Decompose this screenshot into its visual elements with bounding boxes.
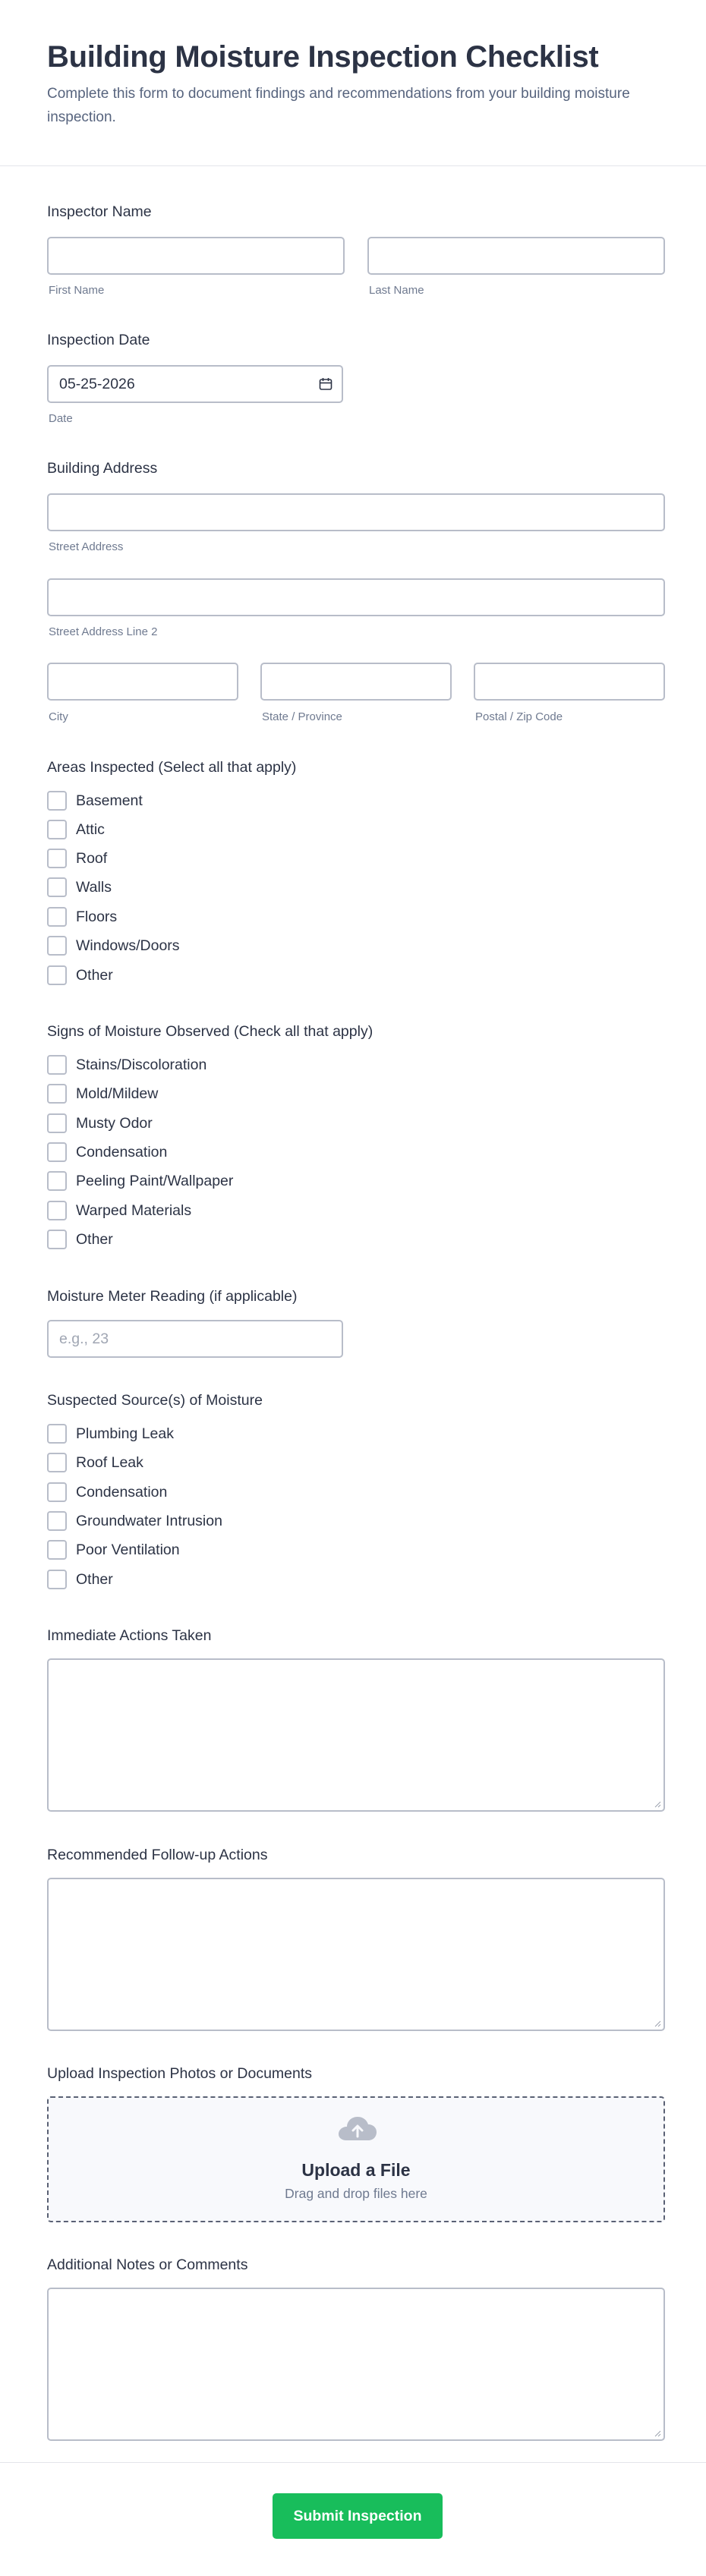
inspection-date-label: Inspection Date [47, 332, 150, 348]
checkbox-box[interactable] [47, 820, 67, 839]
inspection-date-value: 05-25-2026 [59, 376, 135, 392]
checkbox-areas-other[interactable] [47, 965, 113, 985]
street-address-line2-input[interactable] [47, 578, 665, 616]
upload-title: Upload a File [301, 2160, 411, 2180]
checkbox-basement[interactable] [47, 791, 143, 811]
checkbox-box[interactable] [47, 1540, 67, 1560]
recommended-actions-label: Recommended Follow-up Actions [47, 1847, 268, 1863]
calendar-icon[interactable] [319, 377, 333, 391]
checkbox-box[interactable] [47, 936, 67, 956]
city-sublabel: City [49, 710, 68, 723]
street-address-input[interactable] [47, 493, 665, 531]
checkbox-roof-leak[interactable] [47, 1453, 143, 1472]
street-address-sublabel: Street Address [49, 540, 124, 553]
checkbox-mold[interactable] [47, 1084, 158, 1104]
state-input[interactable] [260, 663, 452, 701]
checkbox-label: Roof Leak [76, 1453, 143, 1471]
building-address-label: Building Address [47, 460, 158, 477]
checkbox-label: Musty Odor [76, 1114, 153, 1132]
checkbox-box[interactable] [47, 1084, 67, 1104]
checkbox-label: Stains/Discoloration [76, 1056, 207, 1073]
checkbox-groundwater[interactable] [47, 1511, 222, 1531]
resize-handle-icon[interactable] [654, 2020, 661, 2027]
checkbox-warped-materials[interactable] [47, 1201, 191, 1220]
notes-textarea[interactable] [47, 2288, 665, 2441]
zip-sublabel: Postal / Zip Code [475, 710, 563, 723]
form-header [0, 0, 706, 166]
checkbox-box[interactable] [47, 1424, 67, 1444]
resize-handle-icon[interactable] [654, 2430, 661, 2437]
checkbox-box[interactable] [47, 791, 67, 811]
checkbox-plumbing-leak[interactable] [47, 1424, 174, 1444]
upload-subtitle: Drag and drop files here [285, 2186, 427, 2201]
checkbox-condensation-source[interactable] [47, 1482, 167, 1502]
checkbox-walls[interactable] [47, 877, 112, 897]
checkbox-box[interactable] [47, 1230, 67, 1249]
moisture-meter-label: Moisture Meter Reading (if applicable) [47, 1288, 298, 1305]
checkbox-windows-doors[interactable] [47, 936, 180, 956]
street-address-line2-sublabel: Street Address Line 2 [49, 625, 158, 638]
checkbox-box[interactable] [47, 1201, 67, 1220]
checkbox-box[interactable] [47, 1511, 67, 1531]
form-title: Building Moisture Inspection Checklist [47, 40, 599, 74]
inspection-date-input[interactable] [47, 365, 343, 403]
file-upload-dropzone[interactable] [47, 2096, 665, 2222]
inspector-name-label: Inspector Name [47, 203, 152, 220]
checkbox-signs-other[interactable] [47, 1230, 113, 1249]
immediate-actions-label: Immediate Actions Taken [47, 1627, 212, 1644]
checkbox-box[interactable] [47, 1453, 67, 1472]
inspection-date-sublabel: Date [49, 412, 73, 425]
state-sublabel: State / Province [262, 710, 342, 723]
checkbox-label: Attic [76, 820, 105, 838]
first-name-sublabel: First Name [49, 284, 105, 297]
checkbox-box[interactable] [47, 849, 67, 868]
checkbox-label: Warped Materials [76, 1201, 192, 1219]
resize-handle-icon[interactable] [654, 1800, 661, 1808]
signs-of-moisture-label: Signs of Moisture Observed (Check all that apply) [47, 1023, 373, 1040]
checkbox-roof[interactable] [47, 849, 107, 868]
checkbox-label: Condensation [76, 1483, 168, 1501]
checkbox-stains[interactable] [47, 1055, 206, 1075]
moisture-meter-input[interactable] [47, 1320, 343, 1358]
moisture-meter-placeholder: e.g., 23 [59, 1331, 109, 1347]
checkbox-box[interactable] [47, 965, 67, 985]
checkbox-box[interactable] [47, 1113, 67, 1133]
checkbox-label: Basement [76, 792, 143, 809]
checkbox-poor-ventilation[interactable] [47, 1540, 180, 1560]
notes-label: Additional Notes or Comments [47, 2256, 248, 2273]
checkbox-box[interactable] [47, 1055, 67, 1075]
checkbox-label: Poor Ventilation [76, 1541, 180, 1558]
checkbox-label: Floors [76, 908, 118, 925]
checkbox-box[interactable] [47, 1570, 67, 1589]
checkbox-condensation-sign[interactable] [47, 1142, 167, 1162]
suspected-sources-label: Suspected Source(s) of Moisture [47, 1392, 263, 1409]
zip-input[interactable] [474, 663, 665, 701]
checkbox-label: Roof [76, 849, 108, 867]
cloud-upload-icon [338, 2116, 377, 2143]
checkbox-peeling-paint[interactable] [47, 1171, 233, 1191]
checkbox-musty-odor[interactable] [47, 1113, 153, 1133]
checkbox-sources-other[interactable] [47, 1570, 113, 1589]
checkbox-label: Mold/Mildew [76, 1085, 159, 1102]
checkbox-box[interactable] [47, 877, 67, 897]
last-name-input[interactable] [367, 237, 665, 275]
checkbox-label: Walls [76, 878, 112, 896]
checkbox-label: Condensation [76, 1143, 168, 1160]
checkbox-box[interactable] [47, 907, 67, 927]
checkbox-box[interactable] [47, 1142, 67, 1162]
recommended-actions-textarea[interactable] [47, 1878, 665, 2031]
checkbox-label: Windows/Doors [76, 937, 180, 954]
areas-inspected-label: Areas Inspected (Select all that apply) [47, 759, 297, 776]
immediate-actions-textarea[interactable] [47, 1658, 665, 1812]
checkbox-label: Plumbing Leak [76, 1425, 174, 1442]
city-input[interactable] [47, 663, 238, 701]
upload-label: Upload Inspection Photos or Documents [47, 2065, 313, 2082]
checkbox-label: Groundwater Intrusion [76, 1512, 222, 1529]
checkbox-label: Other [76, 1570, 113, 1588]
checkbox-attic[interactable] [47, 820, 105, 839]
checkbox-label: Peeling Paint/Wallpaper [76, 1172, 234, 1189]
first-name-input[interactable] [47, 237, 345, 275]
checkbox-label: Other [76, 966, 113, 984]
last-name-sublabel: Last Name [369, 284, 424, 297]
checkbox-box[interactable] [47, 1482, 67, 1502]
checkbox-box[interactable] [47, 1171, 67, 1191]
checkbox-floors[interactable] [47, 907, 117, 927]
checkbox-label: Other [76, 1230, 113, 1248]
form-description: Complete this form to document findings and recommendations from your building moisture inspection. [47, 86, 630, 125]
submit-button[interactable]: Submit Inspection [273, 2493, 443, 2539]
